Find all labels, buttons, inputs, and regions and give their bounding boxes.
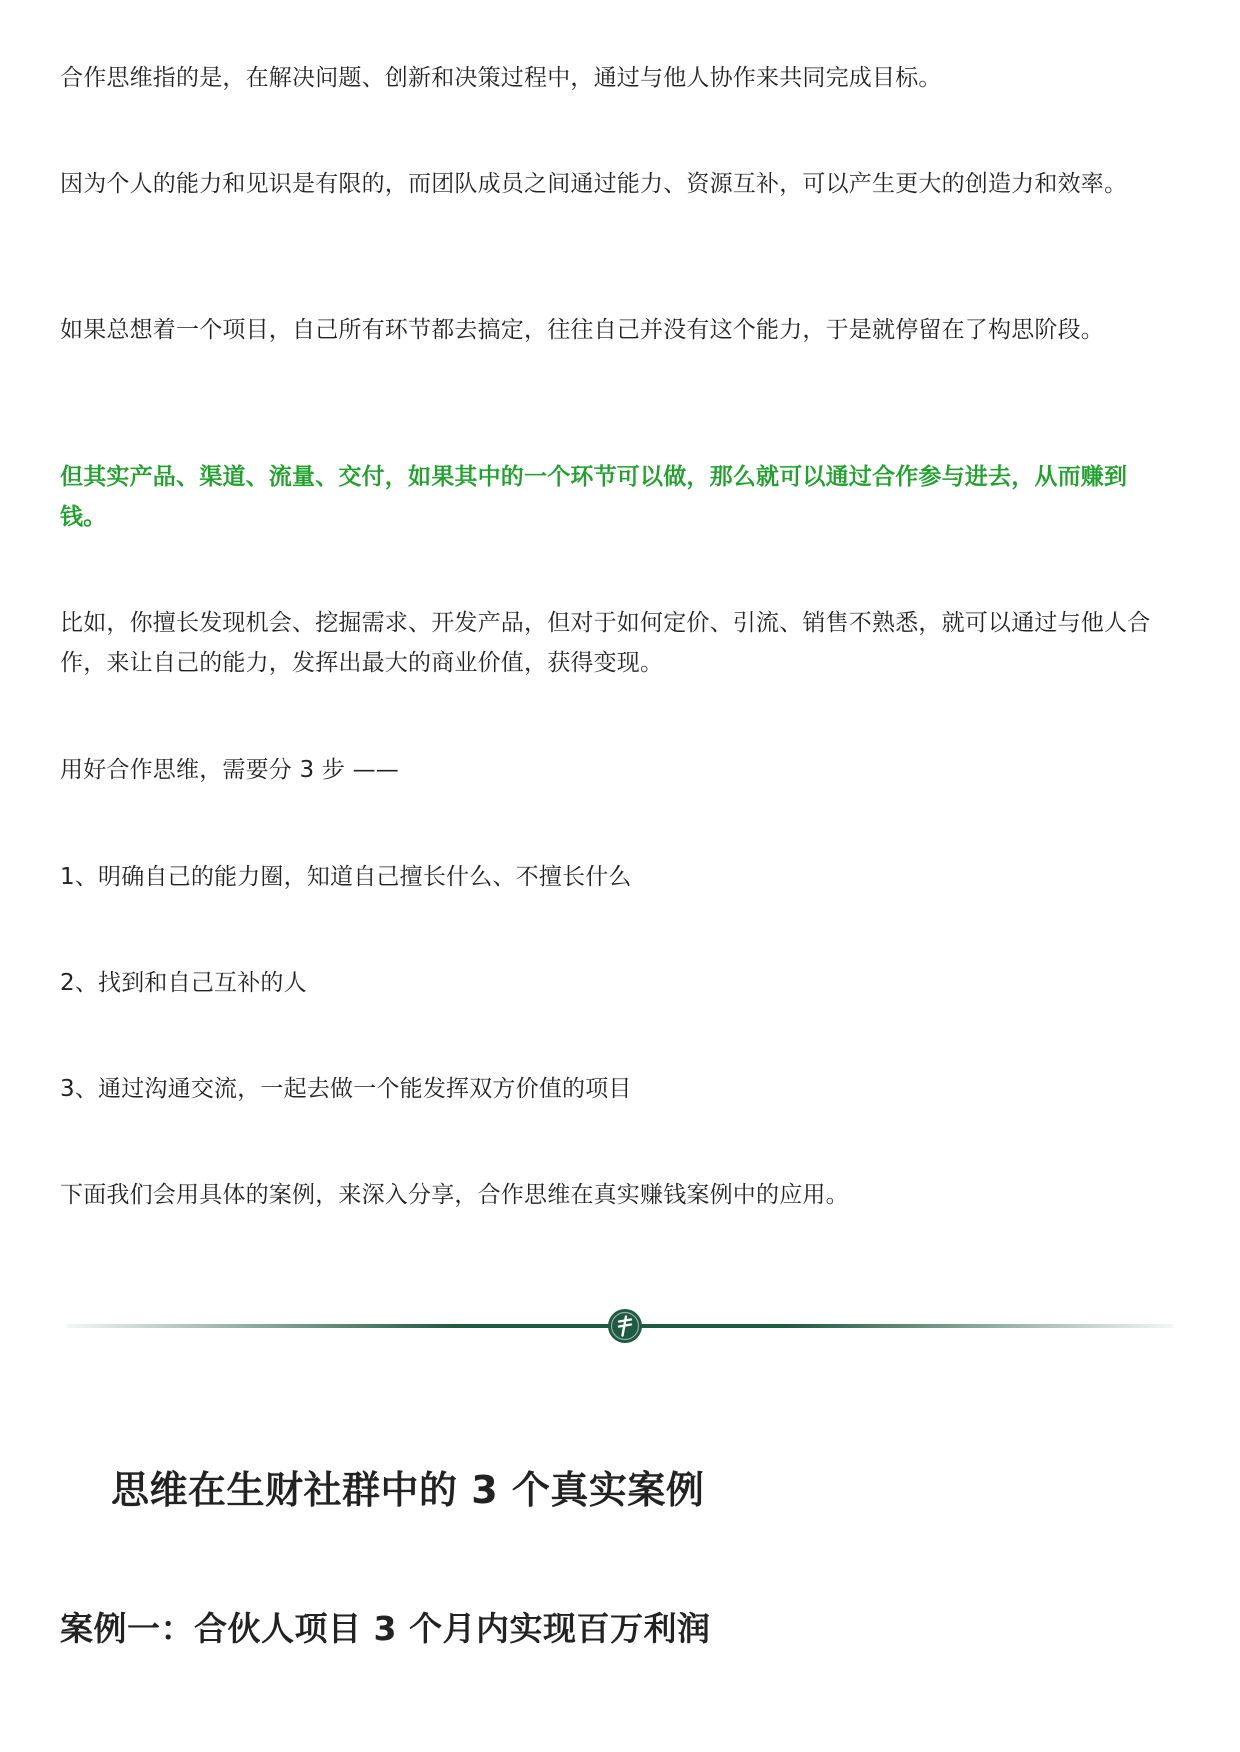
paragraph-example: 比如，你擅长发现机会、挖掘需求、开发产品，但对于如何定价、引流、销售不熟悉，就可以通过与他人合作，来让自己的能力，发挥出最大的商业价值，获得变现。 (60, 610, 1151, 676)
paragraph-reason: 因为个人的能力和见识是有限的，而团队成员之间通过能力、资源互补，可以产生更大的创造力和效率。 (60, 171, 1128, 197)
paragraph-definition: 合作思维指的是，在解决问题、创新和决策过程中，通过与他人协作来共同完成目标。 (60, 65, 942, 91)
paragraph-problem: 如果总想着一个项目，自己所有环节都去搞定，往往自己并没有这个能力，于是就停留在了构思阶段。 (60, 317, 1104, 343)
step-item-3: 3、通过沟通交流，一起去做一个能发挥双方价值的项目 (60, 1076, 632, 1102)
case-title: 案例一：合伙人项目 3 个月内实现百万利润 (60, 1609, 711, 1648)
coin-badge-icon (607, 1308, 643, 1344)
paragraph-steps-intro: 用好合作思维，需要分 3 步 —— (60, 757, 399, 783)
paragraph-highlight: 但其实产品、渠道、流量、交付，如果其中的一个环节可以做，那么就可以通过合作参与进去，从而赚到钱。 (60, 464, 1128, 530)
section-title: 思维在生财社群中的 3 个真实案例 (111, 1468, 705, 1512)
section-divider (66, 1308, 1174, 1344)
step-item-1: 1、明确自己的能力圈，知道自己擅长什么、不擅长什么 (60, 864, 632, 890)
paragraph-transition: 下面我们会用具体的案例，来深入分享，合作思维在真实赚钱案例中的应用。 (60, 1182, 849, 1208)
step-item-2: 2、找到和自己互补的人 (60, 970, 307, 996)
